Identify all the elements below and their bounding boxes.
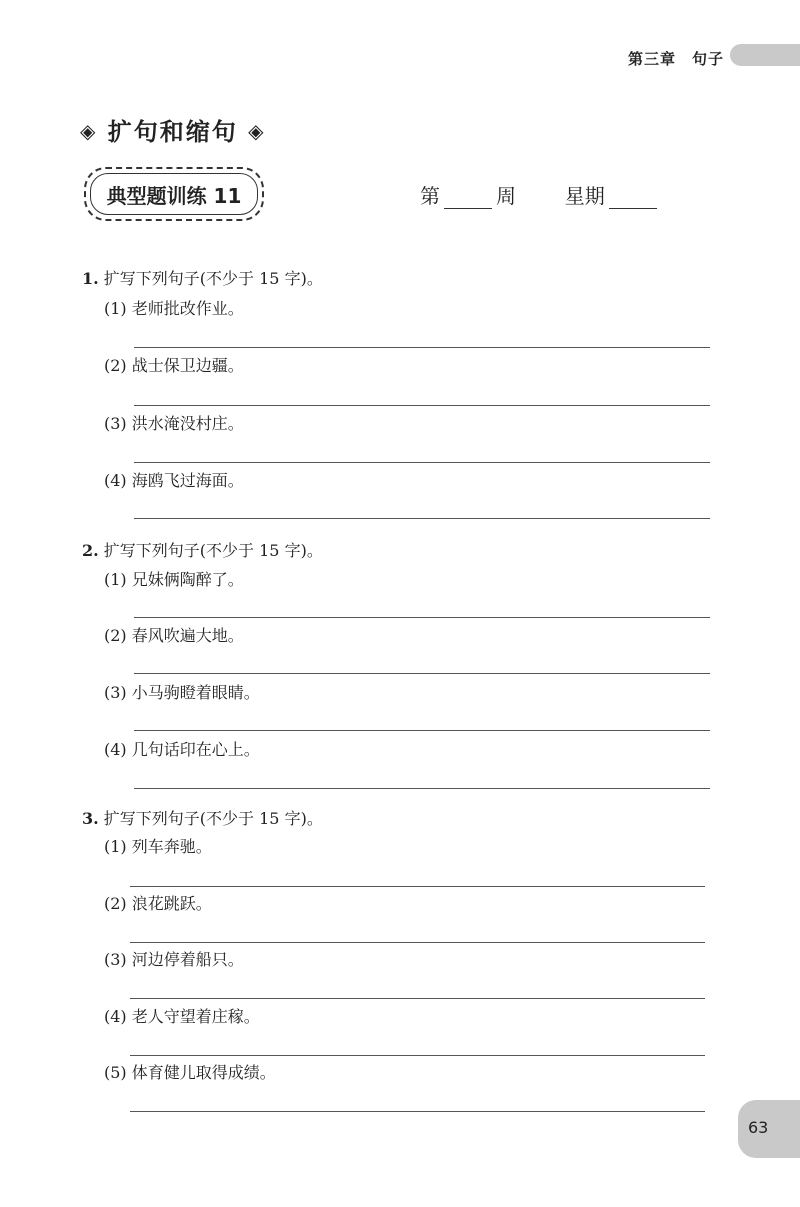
list-item — [104, 623, 244, 646]
answer-line[interactable] — [130, 1111, 705, 1112]
item-label: (2) — [104, 894, 127, 913]
item-label: (2) — [104, 626, 127, 645]
item-label: (3) — [104, 414, 127, 433]
list-item — [104, 834, 212, 857]
item-text: 几句话印在心上。 — [131, 740, 260, 759]
answer-line[interactable] — [134, 617, 710, 618]
question-3 — [82, 806, 323, 829]
answer-line[interactable] — [134, 788, 710, 789]
week-prefix: 第 — [420, 184, 440, 208]
diamond-left-icon: ◈ — [80, 119, 98, 143]
item-label: (1) — [104, 299, 127, 318]
question-number: 3. — [82, 809, 99, 828]
item-label: (5) — [104, 1063, 127, 1082]
list-item — [104, 737, 260, 760]
header-tab — [730, 44, 800, 66]
answer-line[interactable] — [130, 942, 705, 943]
question-number: 1. — [82, 269, 99, 288]
answer-line[interactable] — [130, 998, 705, 999]
diamond-right-icon: ◈ — [248, 119, 266, 143]
list-item — [104, 680, 260, 703]
list-item — [104, 296, 244, 319]
item-text: 洪水淹没村庄。 — [131, 414, 244, 433]
answer-line[interactable] — [130, 1055, 705, 1056]
item-text: 体育健儿取得成绩。 — [131, 1063, 276, 1082]
section-title — [80, 112, 266, 147]
item-label: (3) — [104, 950, 127, 969]
list-item — [104, 468, 244, 491]
list-item — [104, 411, 244, 434]
item-text: 战士保卫边疆。 — [131, 356, 244, 375]
list-item — [104, 947, 244, 970]
item-label: (4) — [104, 740, 127, 759]
question-prompt: 扩写下列句子(不少于 15 字)。 — [103, 541, 323, 560]
item-text: 列车奔驰。 — [131, 837, 212, 856]
answer-line[interactable] — [130, 886, 705, 887]
list-item — [104, 1060, 276, 1083]
item-label: (4) — [104, 471, 127, 490]
week-line — [420, 180, 661, 209]
question-prompt: 扩写下列句子(不少于 15 字)。 — [103, 809, 323, 828]
list-item — [104, 353, 244, 376]
item-text: 兄妹俩陶醉了。 — [131, 570, 244, 589]
question-2 — [82, 538, 323, 561]
answer-line[interactable] — [134, 673, 710, 674]
answer-line[interactable] — [134, 405, 710, 406]
item-text: 老人守望着庄稼。 — [131, 1007, 260, 1026]
answer-line[interactable] — [134, 730, 710, 731]
question-1 — [82, 266, 323, 289]
section-title-text: 扩句和缩句 — [107, 118, 238, 146]
weekday-blank[interactable] — [609, 186, 657, 209]
list-item — [104, 1004, 260, 1027]
item-label: (1) — [104, 837, 127, 856]
item-text: 小马驹瞪着眼睛。 — [131, 683, 260, 702]
item-text: 河边停着船只。 — [131, 950, 244, 969]
item-label: (4) — [104, 1007, 127, 1026]
list-item — [104, 891, 212, 914]
item-text: 海鸥飞过海面。 — [131, 471, 244, 490]
chapter-header: 第三章 句子 — [628, 50, 725, 68]
item-text: 春风吹遍大地。 — [131, 626, 244, 645]
item-label: (2) — [104, 356, 127, 375]
item-text: 老师批改作业。 — [131, 299, 244, 318]
list-item — [104, 567, 244, 590]
item-text: 浪花跳跃。 — [131, 894, 212, 913]
answer-line[interactable] — [134, 518, 710, 519]
week-blank[interactable] — [444, 186, 492, 209]
exercise-badge-label: 典型题训练 11 — [90, 173, 258, 215]
weekday-label: 星期 — [564, 184, 605, 208]
item-label: (3) — [104, 683, 127, 702]
answer-line[interactable] — [134, 347, 710, 348]
item-label: (1) — [104, 570, 127, 589]
exercise-badge — [84, 167, 264, 221]
answer-line[interactable] — [134, 462, 710, 463]
question-number: 2. — [82, 541, 99, 560]
week-middle: 周 — [496, 184, 516, 208]
page-number: 63 — [748, 1118, 769, 1137]
question-prompt: 扩写下列句子(不少于 15 字)。 — [103, 269, 323, 288]
